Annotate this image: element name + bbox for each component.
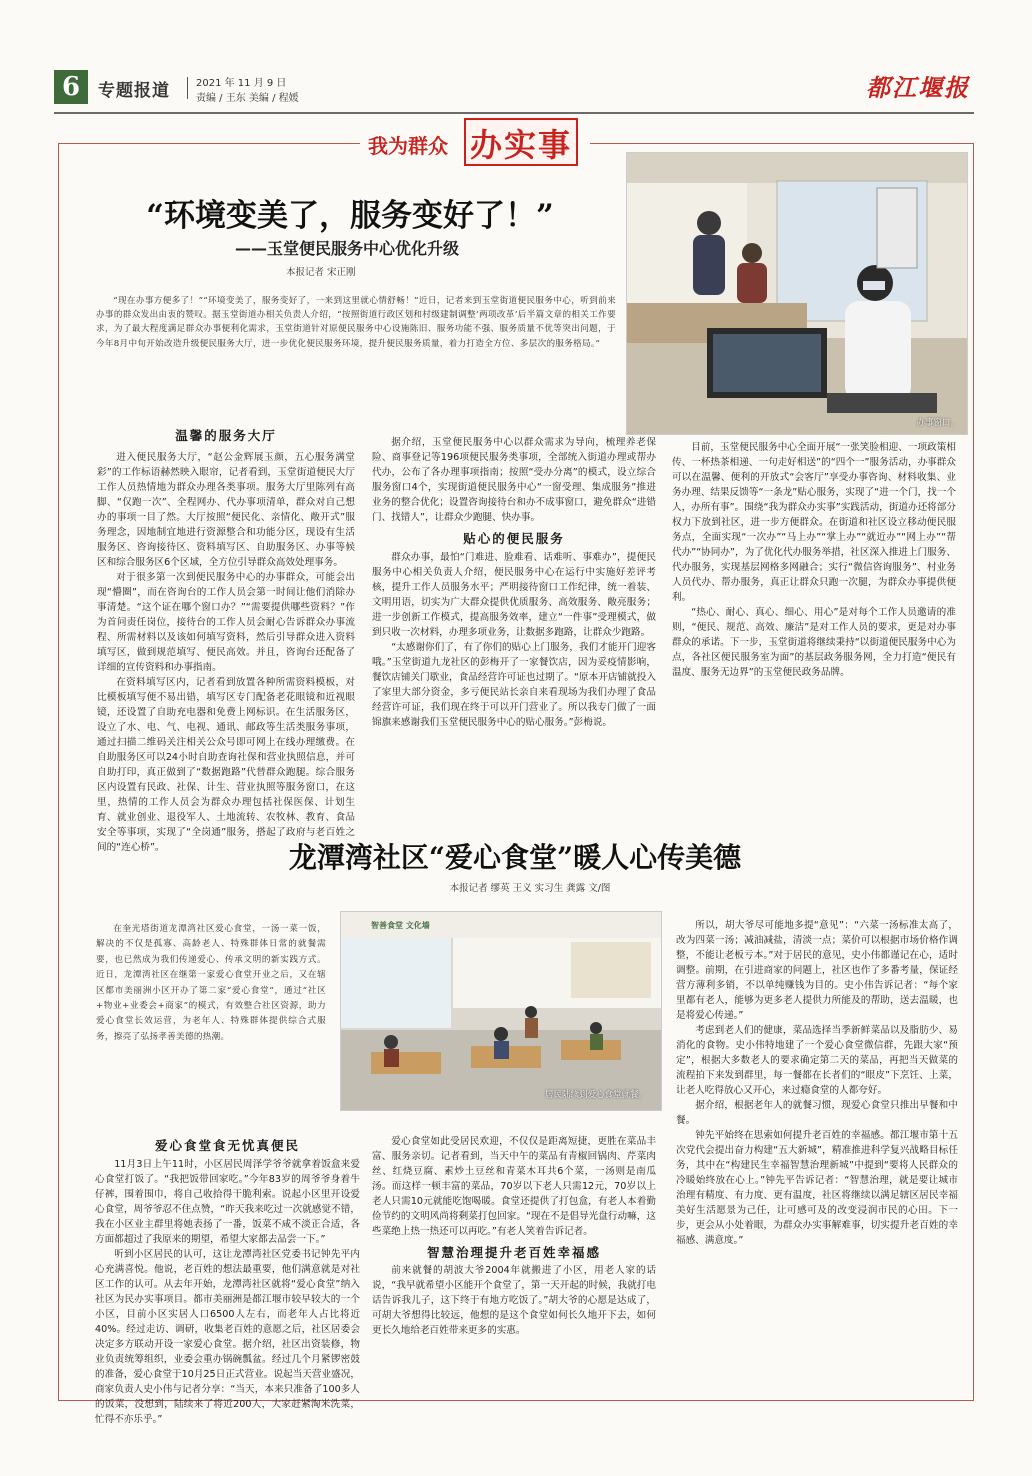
service-window-image [627,153,967,434]
header-divider [187,77,188,99]
canteen-wall-sign: 智善食堂 文化墙 [371,921,430,930]
article1-lead [96,294,616,351]
article1-col1 [97,426,355,855]
photo-service-window [626,152,968,435]
article2-col3 [676,918,958,1248]
article2-title: 龙潭湾社区“爱心食堂”暖人心传美德 [288,841,742,874]
paragraph: 考虑到老人们的健康，菜品选择当季新鲜菜品以及脂肪少、易消化的食物。史小伟特地建了一个爱心食堂微信群，先跟大家“预定”，根据大多数老人的要求确定第二天的菜品，再把当天做菜的流程拍下来发到群里，每一餐都在长者们的“眼皮”下烹饪、上菜，让老人吃得放心又开心，来过瘾食堂的人都夸好。 [676,1025,958,1096]
section-heading: 贴心的便民服务 [463,531,565,546]
lead-paragraph: 在奎光塔街道龙潭湾社区爱心食堂，一汤一菜一饭，解决的不仅是孤寡、高龄老人、特殊群体日常的就餐需要，也已然成为我们传递爱心、传承文明的新实践方式。近日，龙潭湾社区在继第一家爱心食堂开业之后，又在辖区都市美丽洲小区开办了第二家“爱心食堂”，通过“社区+物业+业委会+商家”的模式，有效整合社区资源，助力爱心食堂长效运营，为老年人、特殊群体提供综合式服务，擦亮了弘扬孝善美德的热潮。 [96,924,326,1042]
campaign-banner [360,114,590,168]
paragraph: 对于很多第一次到便民服务中心的办事群众，可能会出现“懵圈”，而在咨询台的工作人员会第一时间让他们消除办事清楚。“这个证在哪个窗口办？”“需要提供哪些资料？”作为首问责任岗位，接待台的工作人员会耐心告诉群众办事流程、所需材料以及该如何填写资料，然后引导群众进入资料填写区，做到规范填写、便民高效。并且，咨询台还配备了详细的宣传资料和办事指南。 [97,572,355,673]
paragraph: “太感谢你们了，有了你们的贴心上门服务，我们才能开门迎客哦。”玉堂街道九龙社区的彭梅开了一家餐饮店，因为妥疫情影响，餐饮店铺关门歇业，食品经营许可证也过期了。“原本开店铺就投入了家里大部分资金，多亏便民站长亲自来看现场为我们办理了食品经营许可证，我们现在终于可以开门营业了。所以我专门做了一面锦旗来感谢我们玉堂便民服务中心的贴心服务。”彭梅说。 [372,642,656,728]
photo2-caption: 居民陆续到爱心食堂就餐。 [544,1090,647,1100]
issue-date: 2021 年 11 月 9 日 [196,78,287,89]
section-heading: 智慧治理提升老百姓幸福感 [426,1245,601,1260]
paragraph: 爱心食堂如此受居民欢迎，不仅仅是距离短捷，更胜在菜品丰富、服务亲切。记者看到，当天中午的菜品有青椒回锅肉、芹菜肉丝、红烧豆腐、素炒土豆丝和青菜木耳共6个菜，一汤则是南瓜汤。而这样一顿丰富的菜品，70岁以下老人只需12元，70岁以上老人只需10元就能吃饱喝暖。食堂还提供了打包盒，有老人本着勤俭节约的文明风尚将剩菜打包回家。“现在不是倡导光盘行动嘛，这些菜绝上热一热还可以再吃。”有老人笑着告诉记者。 [372,1136,656,1237]
paragraph: 听到小区居民的认可，这让龙潭湾社区党委书记钟先平内心充满喜悦。他说，老百姓的想法最重要，他们满意就是对社区工作的认可。从去年开始，龙潭湾社区就将“爱心食堂”纳入社区为民办实事项目。都市美丽洲是都江堰市较早较大的一个小区，目前小区实居人口6500人左右，而老年人占比将近40%。经过走访、调研，收集老百姓的意愿之后，社区居委会决定多方联动开设一家爱心食堂。据介绍，社区出资装修，物业负责统筹组织，业委会重办锅碗瓢盆。经过几个月紧锣密鼓的准备，爱心食堂于10月25日正式营业。说起当天营业盛况，商家负责人史小伟与记者分享：“当天，本来只准备了100多人的饭菜，没想到，陆续来了将近200人，大家赶紧淘米洗菜，忙得不亦乐乎。” [95,1249,360,1425]
lead-paragraph: “现在办事方便多了！”“环境变美了，服务变好了，一来到这里就心情舒畅！”近日，记者来到玉堂街道便民服务中心，听到前来办事的群众发出由衷的赞叹。据玉堂街道办相关负责人介绍，“按照街道行政区划和村级建制调整‘两项改革’后半篇文章的相关工作要求，为了最大程度满足群众办事便利化需求，玉堂街道针对原便民服务中心设施陈旧、服务功能不强、服务质量不优等突出问题，于今年8月中旬开始改造升级便民服务大厅，进一步优化便民服务环境，提升便民服务质量，着力打造全方位、多层次的服务格局。” [96,296,616,349]
paragraph: 群众办事，最怕“门难进、脸难看、话难听、事难办”，提便民服务中心相关负责人介绍，便民服务中心在运行中实施好差评考核，提升工作人员服务水平；严明接待窗口工作纪律，统一着装、文明用语，切实为广大群众提供优质服务、高效服务、敞亮服务；进一步创新工作模式，提高服务效率，建立“一件事”受理模式，做到只收一次材料，办理多项业务，让数据多跑路，让群众少跑路。 [372,552,656,638]
paragraph: 据介绍，玉堂便民服务中心以群众需求为导向，梳理养老保险、商事登记等196项便民服务类事项，全部统入街道办理或帮办代办，公布了各办理事项指南；按照“受办分离”的模式，设立综合服务窗口4个，实现街道便民服务中心“一窗受理、集成服务”推进业务的整合优化；设置咨询接待台和办不成事窗口，避免群众“进错门、找错人”，让群众少跑腿、快办事。 [372,437,656,523]
article1-col3 [672,440,956,680]
paragraph: 11月3日上午11时，小区居民周泽学爷爷就拿着饭盒来爱心食堂打饭了。“我把饭带回家吃。”今年83岁的周爷爷身着牛仔裤，围着围巾，将自己收拾得干脆利索。说起小区里开设爱心食堂，周爷爷忍不住点赞，“昨天我来吃过一次就感觉不错，我在小区业主群里将她表扬了一番，饭菜不咸不淡正合适，各方面都超过了我原来的期望，希望大家都去品尝一下。” [95,1159,360,1245]
article2-byline: 本报记者 缪英 王义 实习生 龚露 文/图 [449,883,611,894]
paragraph: 前来就餐的胡波大爷2004年就搬进了小区，用老人家的话说，“我早就希望小区能开个食堂了，第一天开起的时候，我就打电话告诉我儿子，这下终于有地方吃饭了。”胡大爷的心愿是达成了，可胡大爷想得比较远，他想的是这个食堂如何长久地开下去，如何更长久地给老百姓带来更多的实惠。 [372,1265,656,1336]
paragraph: 据介绍，根据老年人的就餐习惯，现爱心食堂只推出早餐和中餐。 [676,1100,958,1126]
section-heading: 温馨的服务大厅 [175,428,277,443]
photo1-caption: 办事窗口。 [916,418,959,428]
banner-part2: 办实事 [470,126,573,164]
section-heading: 爱心食堂食无忧真便民 [154,1138,300,1153]
article1-subtitle: ——玉堂便民服务中心优化升级 [235,239,460,258]
article2-lead [96,922,326,1045]
paragraph: 在资料填写区内，记者看到放置各种所需资料模板，对比模板填写便不易出错，填写区专门配备老花眼镜和近视眼镜，还设置了自助充电器和免费上网标识。在生活服务区，设立了水、电、气、电视、通讯、邮政等生活类服务事项，通过扫描二维码关注相关公众号即可网上在线办理缴费。在自助服务区可以24小时自助查询社保和营业执照信息，并可自助打印，真正做到了“数据跑路”代替群众跑腿。综合服务区内设置有民政、社保、计生、营业执照等服务窗口，在这里，热情的工作人员会为群众办理包括社保医保、计划生育、就业创业、退役军人、土地流转、农牧林、教育、食品安全等事项，实现了“全岗通”服务，搭起了政府与老百姓之间的“连心桥”。 [97,677,355,853]
paragraph: 所以，胡大爷尽可能地多提“意见”：“六菜一汤标准太高了，改为四菜一汤；减油减盐，清淡一点；菜价可以根据市场价格作调整，不能让老板亏本。”对于居民的意见，史小伟都谨记在心，适时调整。前期，在引进商家的问题上，社区也作了多番考量，保证经营方薄利多销，不以单纯赚钱为目的。史小伟告诉记者：“每个家里都有老人，能够为更多老人提供力所能及的帮助，送去温暖，也是将爱心传递。” [676,920,958,1021]
article2-col1 [95,1136,360,1427]
photo-canteen [340,911,662,1111]
paragraph: 目前，玉堂便民服务中心全面开展“一张笑脸相迎、一项政策相传、一杯热茶相递、一句走好相送”的“四个一”服务活动，办事群众可以在温馨、便利的开放式“会客厅”享受办事咨询、材料收集、业务办理、结果反馈等“一条龙”贴心服务，实现了“进一个门，找一个人，办所有事”。围绕“我为群众办实事”实践活动，街道办还将部分权力下放到社区，进一步方便群众。在街道和社区设立移动便民服务点，全面实现“一次办”“马上办”“掌上办”“就近办”“网上办”“帮代办”“协同办”，为了优化代办服务举措，社区深入推进上门服务、代办服务，实现基层网格多网融合；实行“微信咨询服务”、村业务人员代办、帮办服务，真正让群众只跑一次腿，为群众办事提供便利。 [672,442,956,603]
paragraph: 钟先平始终在思索如何提升老百姓的幸福感。都江堰市第十五次党代会提出奋力构建“五大新城”，精准推进科学复兴战略目标任务，其中在“构建民生幸福智慧治理新城”中提到“要将人民群众的冷暖始终放在心上。”钟先平告诉记者：“智慧治理，就是要让城市治理有精度、有力度、更有温度，社区将继续以满足辖区居民幸福美好生活愿景为己任，让可感可及的改变浸润市民的心田。下一步，更会从小处着眼，为群众办实事解难事，切实提升老百姓的幸福感、满意度。” [676,1130,958,1246]
section-name: 专题报道 [98,81,170,101]
article1-col2 [372,435,656,730]
page-header [54,62,974,112]
masthead-logo: 都江堰报 [866,73,970,102]
page-number-badge [54,70,88,104]
article1-byline: 本报记者 宋正刚 [286,267,356,278]
page-number: 6 [61,72,81,102]
article2-col2 [372,1134,656,1338]
banner-part1: 我为群众 [368,134,448,158]
editors: 责编 / 王东 美编 / 程媛 [196,93,299,104]
article1-title: “环境变美了，服务变好了！” [146,198,554,234]
paragraph: “热心、耐心、真心、细心、用心”是对每个工作人员邀请的准则，“便民、规范、高效、廉洁”是对工作人员的要求，更是对办事群众的承诺。下一步，玉堂街道将继续秉持“以街道便民服务中心为点，各社区便民服务室为面”的基层政务服务网，全力打造“便民有温度、服务无边界”的玉堂便民政务品牌。 [672,607,956,678]
paragraph: 进入便民服务大厅，“赵公金辉展玉颜，五心服务满堂彩”的工作标语赫然映入眼帘，记者看到，玉堂街道便民大厅工作人员热情地为群众办理各类事项。服务大厅里陈列有高脚、“仅跑一次”、全程网办、代办事项清单，群众对自己想办的事项一目了然。大厅按照“便民化、亲情化、敞开式”服务理念，因地制宜地进行资源整合和功能分区，现设有生活服务区、咨询接待区、资料填写区、自助服务区、办事等候区和综合服务区6个区域，全方位引导群众高效处理事务。 [97,452,355,568]
canteen-image [341,912,661,1110]
